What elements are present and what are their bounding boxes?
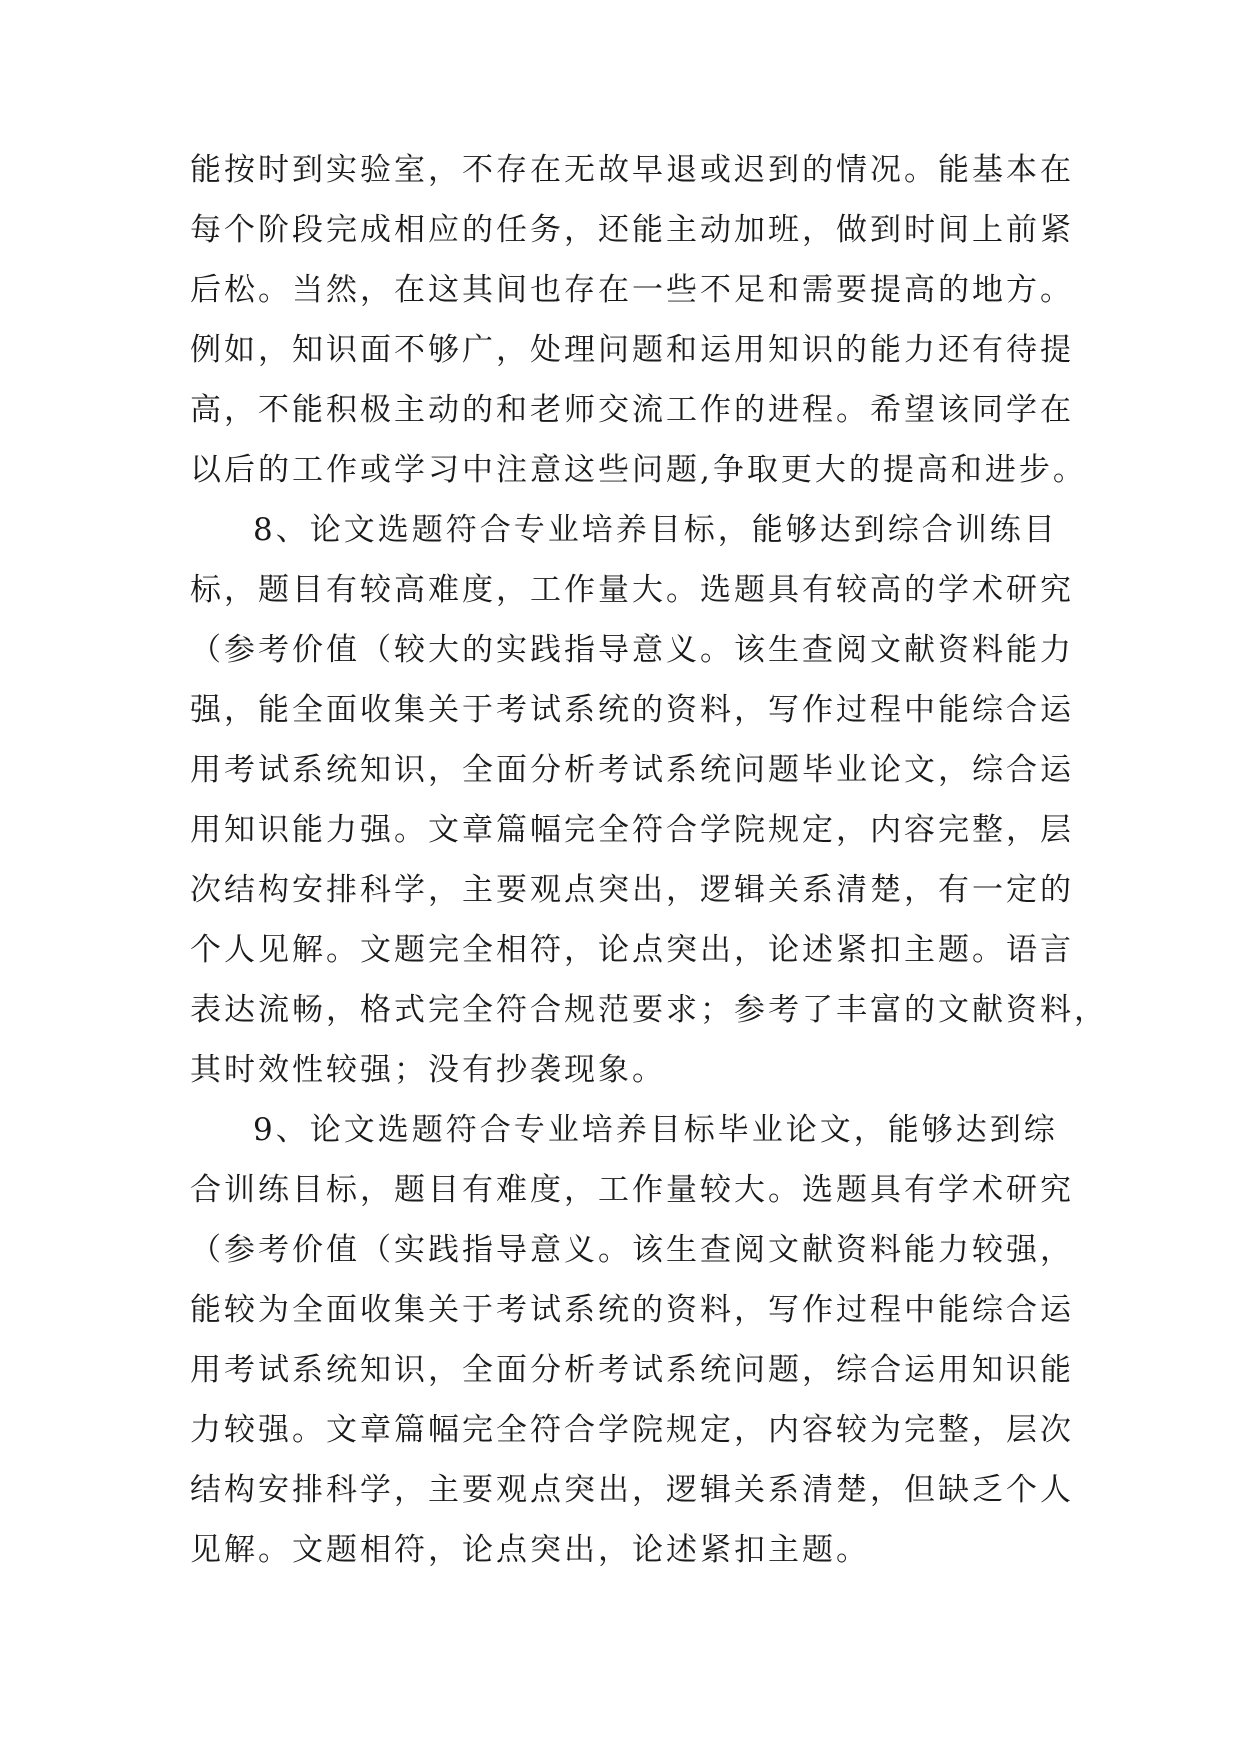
paragraph-9-line-8: 见解。文题相符，论点突出，论述紧扣主题。	[190, 1532, 870, 1568]
paragraph-7-line-3: 后松。当然，在这其间也存在一些不足和需要提高的地方。	[190, 272, 1074, 308]
paragraph-9-line-7: 结构安排科学，主要观点突出，逻辑关系清楚，但缺乏个人	[190, 1472, 1074, 1508]
paragraph-9-line-4: 能较为全面收集关于考试系统的资料，写作过程中能综合运	[190, 1292, 1074, 1328]
paragraph-8-line-3: （参考价值（较大的实践指导意义。该生查阅文献资料能力	[190, 632, 1074, 668]
paragraph-8-line-4: 强，能全面收集关于考试系统的资料，写作过程中能综合运	[190, 692, 1074, 728]
paragraph-9-line-6: 力较强。文章篇幅完全符合学院规定，内容较为完整，层次	[190, 1412, 1074, 1448]
paragraph-8-line-8: 个人见解。文题完全相符，论点突出，论述紧扣主题。语言	[190, 932, 1074, 968]
paragraph-9-line-5: 用考试系统知识，全面分析考试系统问题，综合运用知识能	[190, 1352, 1074, 1388]
paragraph-8-line-1: 8、论文选题符合专业培养目标，能够达到综合训练目	[253, 512, 1058, 548]
paragraph-9-line-3: （参考价值（实践指导意义。该生查阅文献资料能力较强，	[190, 1232, 1074, 1268]
paragraph-9-line-1: 9、论文选题符合专业培养目标毕业论文，能够达到综	[253, 1112, 1058, 1148]
paragraph-8-line-2: 标，题目有较高难度，工作量大。选题具有较高的学术研究	[190, 572, 1074, 608]
paragraph-7-line-2: 每个阶段完成相应的任务，还能主动加班，做到时间上前紧	[190, 212, 1074, 248]
paragraph-9-line-2: 合训练目标，题目有难度，工作量较大。选题具有学术研究	[190, 1172, 1074, 1208]
paragraph-8-line-10: 其时效性较强；没有抄袭现象。	[190, 1052, 666, 1088]
paragraph-8-line-5: 用考试系统知识，全面分析考试系统问题毕业论文，综合运	[190, 752, 1074, 788]
paragraph-8-line-9: 表达流畅，格式完全符合规范要求；参考了丰富的文献资料，	[190, 992, 1108, 1028]
paragraph-8-line-6: 用知识能力强。文章篇幅完全符合学院规定，内容完整，层	[190, 812, 1074, 848]
paragraph-7-line-4: 例如，知识面不够广，处理问题和运用知识的能力还有待提	[190, 332, 1074, 368]
paragraph-8-line-7: 次结构安排科学，主要观点突出，逻辑关系清楚，有一定的	[190, 872, 1074, 908]
paragraph-7-line-1: 能按时到实验室，不存在无故早退或迟到的情况。能基本在	[190, 152, 1074, 188]
paragraph-7-line-5: 高，不能积极主动的和老师交流工作的进程。希望该同学在	[190, 392, 1074, 428]
paragraph-7-line-6: 以后的工作或学习中注意这些问题,争取更大的提高和进步。	[190, 452, 1087, 488]
